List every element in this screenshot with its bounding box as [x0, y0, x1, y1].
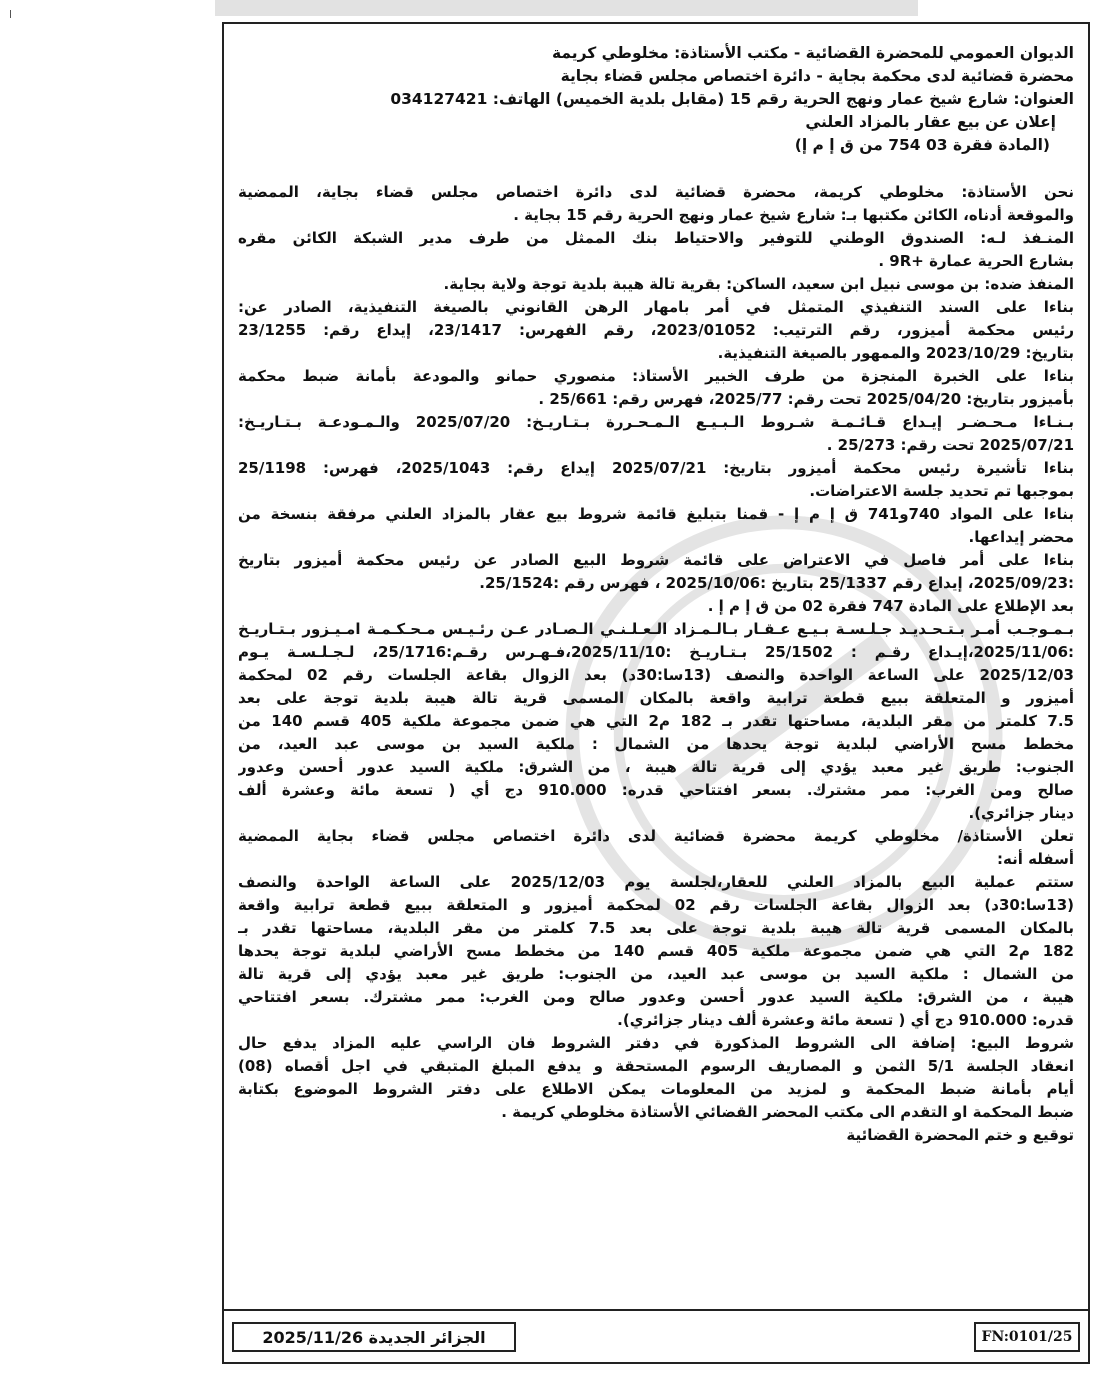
- body-line: المنـفذ لـه: الصندوق الوطني للتوفير والاحتياط بنك الممثل من طرف مدير الشبكة الكائن مقره: [238, 229, 1074, 247]
- publication-date-box: الجزائر الجديدة 2025/11/26: [232, 1322, 516, 1352]
- body-line: رئيس محكمة أميزور، رقم الترتيب: 2023/01052، رقم الفهرس: 23/1417، إيداع رقم: 23/1255: [238, 321, 1074, 339]
- announcement-content: [238, 42, 1074, 1147]
- body-line: بأميزور بتاريخ: 2025/04/20 تحت رقم: 2025/77، فهرس رقم: 25/661 .: [538, 390, 1074, 408]
- body-line: بناءا على الخبرة المنجزة من طرف الخبير الأستاذ: منصوري حمانو والمودعة بأمانة ضبط محكمة: [238, 367, 1074, 385]
- body-line: الجنوب: طريق غير معبد يؤدي إلى قرية تالة هيبة ، من الشرق: ملكية السيد عدور أحسن وعدور: [238, 758, 1074, 776]
- body-line: نحن الأستاذة: مخلوطي كريمة، محضرة قضائية لدى دائرة اختصاص مجلس قضاء بجاية، الممضية: [238, 183, 1074, 201]
- office-address-line: العنوان: شارع شيخ عمار ونهج الحرية رقم 15 (مقابل بلدية الخميس) الهاتف: 034127421: [390, 90, 1074, 108]
- body-line: تعلن الأستاذة/ مخلوطي كريمة محضرة قضائية لدى دائرة اختصاص مجلس قضاء بجاية الممضية: [238, 827, 1074, 845]
- body-line: بعد الإطلاع على المادة 747 فقرة 02 من ق إ م إ .: [707, 597, 1074, 615]
- body-line: من الشمال : ملكية السيد بن موسى عبد العيد، من الجنوب: طريق غير معبد يؤدي إلى قرية تالة: [238, 965, 1074, 983]
- body-line: بموجبها تم تحديد جلسة الاعتراضات.: [809, 482, 1074, 500]
- body-line: مخطط مسح الأراضي لبلدية توجة يحدها من الشمال : ملكية السيد بن موسى عبد العيد، من: [238, 735, 1074, 753]
- announcement-body: [238, 181, 1074, 1147]
- file-number-box: FN:0101/25: [974, 1322, 1080, 1352]
- body-line: :2025/09/23، إيداع رقم 25/1337 بتاريخ :2025/10/06 ، فهرس رقم :25/1524.: [479, 574, 1074, 592]
- body-line: بتاريخ: 2023/10/29 والممهور بالصيغة التنفيذية.: [717, 344, 1074, 362]
- body-line: انعقاد الجلسة 5/1 الثمن و المصاريف الرسوم المستحقة و يدفع المبلغ المتبقي في اجل أقصاه (08): [238, 1057, 1074, 1075]
- body-line: والموقعة أدناه، الكائن مكتبها بـ: شارع شيخ عمار ونهج الحرية رقم 15 بجاية .: [513, 206, 1074, 224]
- office-header: [238, 42, 1074, 157]
- body-line: هيبة ، من الشرق: ملكية السيد عدور أحسن وعدور صالح ومن الغرب: ممر مشترك. بسعر افتتاحي: [238, 988, 1074, 1006]
- body-line: 182 م2 التي هي ضمن مجموعة ملكية 405 قسم 140 من مخطط مسح الأراضي لبلدية توجة يحدها: [238, 942, 1074, 960]
- footer-divider: [224, 1309, 1088, 1311]
- body-line: (13سا:30د) بعد الزوال بقاعة الجلسات رقم 02 لمحكمة أميزور و المتعلقة ببيع قطعة ترابية واقعة: [238, 896, 1074, 914]
- body-line: بناءا تأشيرة رئيس محكمة أميزور بتاريخ: 2025/07/21 إيداع رقم: 2025/1043، فهرس: 25/1198: [238, 459, 1074, 477]
- announcement-title: إعلان عن بيع عقار بالمزاد العلني: [805, 113, 1056, 131]
- body-line: بـنـاءا مـحـضـر إيـداع قـائـمـة شـروط الـبـيـع الـمـحـررة بـتـاريـخ: 2025/07/20 والـمـودعـة بـتـاريـخ:: [238, 413, 1074, 431]
- body-line: ضبط المحكمة او التقدم الى مكتب المحضر القضائي الأستاذة مخلوطي كريمة .: [501, 1103, 1074, 1121]
- body-line: 2025/07/21 تحت رقم: 25/273 .: [826, 436, 1074, 454]
- office-jurisdiction-line: محضرة قضائية لدى محكمة بجاية - دائرة اختصاص مجلس قضاء بجاية: [560, 67, 1074, 85]
- body-line: بناءا على المواد 740و741 ق إ م إ - قمنا بتبليغ قائمة شروط بيع عقار بالمزاد العلني مرفقة بنسخة من: [238, 505, 1074, 523]
- body-line: محضر إيداعها.: [968, 528, 1074, 546]
- legal-article-reference: (المادة فقرة 03 754 من ق إ م إ): [794, 136, 1050, 154]
- body-line: بالمكان المسمى قرية تالة هيبة بلدية توجة على بعد 7.5 كلمتر من مقر البلدية، مساحتها تقدر بـ: [238, 919, 1074, 937]
- signature-line: توقيع و ختم المحضرة القضائية: [846, 1126, 1074, 1144]
- body-line: بشارع الحرية عمارة +9R .: [878, 252, 1074, 270]
- body-line: دينار جزائري).: [968, 804, 1074, 822]
- body-line: صالح ومن الغرب: ممر مشترك. بسعر افتتاحي قدره: 910.000 دج أي ( تسعة مائة وعشرة ألف: [238, 781, 1074, 799]
- body-line: بناءا على أمر فاصل في الاعتراض على قائمة شروط البيع الصادر عن رئيس محكمة أميزور بتاريخ: [238, 551, 1074, 569]
- body-line: المنفذ ضده: بن موسى نبيل ابن سعيد، الساكن: بقرية تالة هيبة بلدية توجة ولاية بجاية.: [443, 275, 1074, 293]
- announcement-frame: [222, 22, 1090, 1364]
- body-line: بناءا على السند التنفيذي المتمثل في أمر بامهار الرهن القانوني بالصيغة التنفيذية، الصادر عن:: [238, 298, 1074, 316]
- body-line: قدره: 910.000 دج أي ( تسعة مائة وعشرة ألف دينار جزائري).: [617, 1011, 1074, 1029]
- section-gap: [238, 157, 1074, 181]
- edge-mark: [10, 10, 11, 18]
- body-line: أيام بأمانة ضبط المحكمة و لمزيد من المعلومات يمكن الاطلاع على دفتر الشروط الموضوع بكتابة: [238, 1080, 1074, 1098]
- body-line: بـمـوجـب أمـر بـتـحـديـد جـلـسـة بـيـع عـقـار بـالـمـزاد الـعـلـنـي الـصـادر عـن رئـيـس مـحـكـمـة امـيـزور بـتـاريـخ: [238, 620, 1074, 638]
- body-line: أسفله أنه:: [997, 850, 1074, 868]
- top-gray-strip: [215, 0, 918, 16]
- body-line: ستتم عملية البيع بالمزاد العلني للعقار،لجلسة يوم 2025/12/03 على الساعة الواحدة والنصف: [238, 873, 1074, 891]
- office-name-line: الديوان العمومي للمحضرة القضائية - مكتب الأستاذة: مخلوطي كريمة: [552, 44, 1074, 62]
- body-line: أميزور و المتعلقة ببيع قطعة ترابية واقعة بالمكان المسمى قرية تالة هيبة بلدية توجة على بعد: [238, 689, 1074, 707]
- body-line: شروط البيع: إضافة الى الشروط المذكورة في دفتر الشروط فان الراسي عليه المزاد يدفع حال: [238, 1034, 1074, 1052]
- body-line: :2025/11/06،إيـداع رقـم : 25/1502 بـتـاريـخ :2025/11/10،فـهـرس رقـم:25/1716، لـجـلـسـة يـوم: [238, 643, 1074, 661]
- body-line: 2025/12/03 على الساعة الواحدة والنصف (13سا:30د) بعد الزوال بقاعة الجلسات رقم 02 لمحكمة: [238, 666, 1074, 684]
- body-line: 7.5 كلمتر من مقر البلدية، مساحتها تقدر بـ 182 م2 التي هي ضمن مجموعة ملكية 405 قسم 140 من: [238, 712, 1074, 730]
